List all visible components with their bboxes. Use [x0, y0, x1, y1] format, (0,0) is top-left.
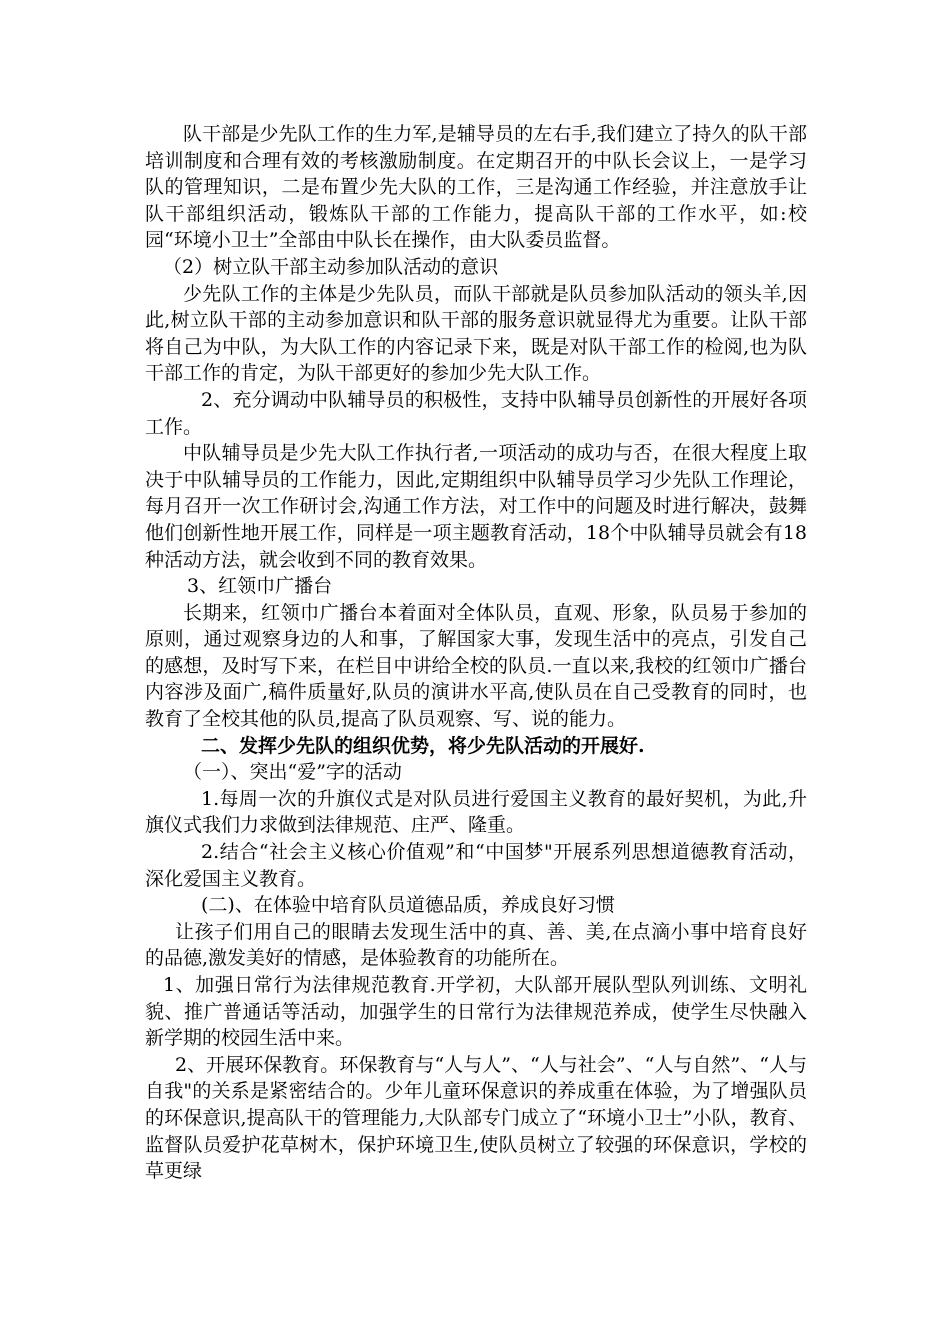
paragraph-11: 2.结合“社会主义核心价值观”和“中国梦"开展系列思想道德教育活动，深化爱国主义教育。	[145, 841, 807, 890]
paragraph-15: 2、开展环保教育。环保教育与“人与人”、“人与社会”、“人与自然”、“人与自我"的关系是紧密结合的。少年儿童环保意识的养成重在体验，为了增强队员的环保意识,提高队干的管理能力,大队部专门成立了“环境小卫士”小队，教育、监督队员爱护花草树木，保护环境卫生,使队员树立了较强的环保意识，学校的草更绿	[145, 1053, 807, 1183]
paragraph-1: 队干部是少先队工作的生力军,是辅导员的左右手,我们建立了持久的队干部培训制度和合理有效的考核激励制度。在定期召开的中队长会议上，一是学习队的管理知识，二是布置少先大队的工作，三是沟通工作经验，并注意放手让队干部组织活动，锻炼队干部的工作能力，提高队干部的工作水平，如:校园“环境小卫士”全部由中队长在操作，由大队委员监督。	[145, 123, 807, 252]
paragraph-4-subheading: 2、充分调动中队辅导员的积极性，支持中队辅导员创新性的开展好各项工作。	[145, 388, 807, 438]
paragraph-7: 长期来，红领巾广播台本着面对全体队员，直观、形象，队员易于参加的原则，通过观察身边的人和事，了解国家大事，发现生活中的亮点，引发自己的感想，及时写下来，在栏目中讲给全校的队员.一直以来,我校的红领巾广播台内容涉及面广,稿件质量好,队员的演讲水平高,使队员在自己受教育的同时，也教育了全校其他的队员,提高了队员观察、写、说的能力。	[145, 601, 807, 731]
paragraph-3: 少先队工作的主体是少先队员，而队干部就是队员参加队活动的领头羊,因此,树立队干部的主动参加意识和队干部的服务意识就显得尤为重要。让队干部将自己为中队，为大队工作的内容记录下来，既是对队干部工作的检阅,也为队干部工作的肯定，为队干部更好的参加少先大队工作。	[145, 282, 807, 385]
paragraph-14: 1、加强日常行为法律规范教育.开学初，大队部开展队型队列训练、文明礼貌、推广普通话等活动，加强学生的日常行为法律规范养成，使学生尽快融入新学期的校园生活中来。	[145, 974, 807, 1050]
paragraph-13: 让孩子们用自己的眼睛去发现生活中的真、善、美,在点滴小事中培育良好的品德,激发美好的情感，是体验教育的功能所在。	[145, 920, 807, 970]
paragraph-12-subheading: (二)、在体验中培育队员道德品质，养成良好习惯	[201, 894, 615, 917]
paragraph-5: 中队辅导员是少先大队工作执行者,一项活动的成功与否，在很大程度上取决于中队辅导员的工作能力，因此,定期组织中队辅导员学习少先队工作理论，每月召开一次工作研讨会,沟通工作方法，对工作中的问题及时进行解决，鼓舞他们创新性地开展工作，同样是一项主题教育活动，18个中队辅导员就会有18种活动方法，就会收到不同的教育效果。	[145, 442, 807, 571]
paragraph-9-subheading: （一）、突出“爱”字的活动	[183, 761, 402, 784]
document-body	[145, 121, 807, 1185]
paragraph-6-subheading: 3、红领巾广播台	[187, 575, 333, 598]
paragraph-2-subheading: （2）树立队干部主动参加队活动的意识	[163, 255, 499, 278]
paragraph-10: 1.每周一次的升旗仪式是对队员进行爱国主义教育的最好契机，为此,升旗仪式我们力求做到法律规范、庄严、隆重。	[145, 787, 807, 837]
section-heading-2: 二、发挥少先队的组织优势，将少先队活动的开展好.	[201, 734, 645, 757]
